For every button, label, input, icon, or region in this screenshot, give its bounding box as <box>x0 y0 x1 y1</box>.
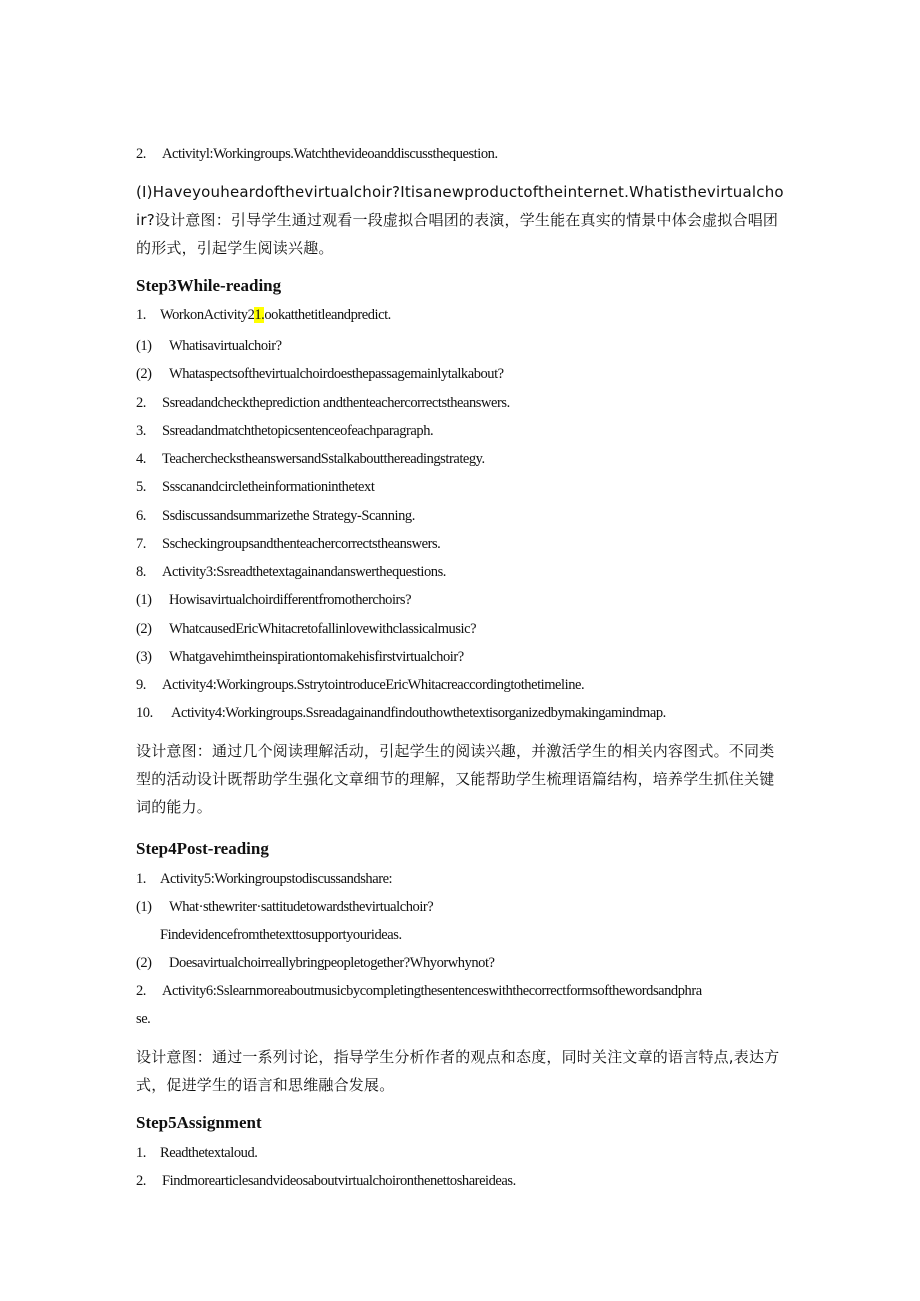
list-text: Activity3:Ssreadthetextagainandanswerthequestions. <box>162 564 446 580</box>
list-number: (3) <box>136 649 152 665</box>
step3-item-5 <box>136 478 374 496</box>
list-text: Whataspectsofthevirtualchoirdoesthepassagemainlytalkabout? <box>169 366 504 382</box>
list-text: Readthetextaloud. <box>160 1145 258 1161</box>
list-text: Ssreadandchecktheprediction andthenteachercorrectstheanswers. <box>162 395 510 411</box>
list-number: 3. <box>136 423 146 439</box>
list-number: 9. <box>136 677 146 693</box>
list-text: Howisavirtualchoirdifferentfromotherchoirs? <box>169 592 412 608</box>
step3-item-4 <box>136 450 485 468</box>
step4-design-intent: 设计意图：通过一系列讨论，指导学生分析作者的观点和态度，同时关注文章的语言特点,表达方式，促进学生的语言和思维融合发展。 <box>136 1048 780 1094</box>
step3-sub-2 <box>136 365 504 383</box>
list-text: Activity5:Workingroupstodiscussandshare: <box>160 871 393 887</box>
step3-item-6 <box>136 507 415 525</box>
step3-item-9 <box>136 676 584 694</box>
list-number: 2. <box>136 983 146 999</box>
step5-heading: Step5Assignment <box>136 1113 262 1132</box>
list-text: Sscheckingroupsandthenteachercorrectstheanswers. <box>162 536 441 552</box>
highlighted-text: 1. <box>254 307 265 323</box>
list-text-pre: WorkonActivity2 <box>160 307 255 323</box>
list-text: Ssreadandmatchthetopicsentenceofeachparagraph. <box>162 423 434 439</box>
list-number: (2) <box>136 955 152 971</box>
list-text-post: ookatthetitleandpredict. <box>264 307 391 323</box>
list-number: (1) <box>136 592 152 608</box>
list-text: What·sthewriter·sattitudetowardsthevirtualchoir? <box>169 899 434 915</box>
step4-sub-1 <box>136 898 433 916</box>
step3-sub8-2 <box>136 620 476 638</box>
list-number: 7. <box>136 536 146 552</box>
step2-item-2 <box>136 145 498 163</box>
list-text: Ssscanandcircletheinformationinthetext <box>162 479 375 495</box>
list-text: Ssdiscussandsummarizethe Strategy-Scanning. <box>162 508 415 524</box>
list-number: 8. <box>136 564 146 580</box>
step3-sub8-1 <box>136 591 411 609</box>
list-text: Whatisavirtualchoir? <box>169 338 282 354</box>
list-text: Activity6:Sslearnmoreaboutmusicbycompletingthesentenceswiththecorrectformsofthewordsandphra <box>162 983 702 999</box>
list-number: 2. <box>136 1173 146 1189</box>
step4-sub-2 <box>136 954 495 972</box>
list-number: 10. <box>136 705 153 721</box>
list-text: Activity4:Workingroups.Ssreadagainandfindouthowthetextisorganizedbymakingamindmap. <box>171 705 666 721</box>
step4-heading: Step4Post-reading <box>136 839 269 858</box>
step4-item-2 <box>136 982 702 1000</box>
list-number: 4. <box>136 451 146 467</box>
step3-sub-1 <box>136 337 282 355</box>
step3-item-8 <box>136 563 446 581</box>
list-number: 1. <box>136 307 146 323</box>
list-text: Doesavirtualchoirreallybringpeopletogether?Whyorwhynot? <box>169 955 495 971</box>
list-number: 6. <box>136 508 146 524</box>
step3-design-intent: 设计意图：通过几个阅读理解活动，引起学生的阅读兴趣，并激活学生的相关内容图式。不同类型的活动设计既帮助学生强化文章细节的理解，又能帮助学生梳理语篇结构，培养学生抓住关键词的能力。 <box>136 742 775 816</box>
list-number: (1) <box>136 338 152 354</box>
step4-item-1 <box>136 870 392 888</box>
list-text: TeachercheckstheanswersandSstalkaboutthereadingstrategy. <box>162 451 485 467</box>
list-text: Findmorearticlesandvideosaboutvirtualchoironthenettoshareideas. <box>162 1173 516 1189</box>
step4-item-2-continued: se. <box>136 1011 151 1027</box>
list-number: 2. <box>136 395 146 411</box>
step5-item-2 <box>136 1172 516 1190</box>
list-number: 1. <box>136 871 146 887</box>
list-text: Activity4:Workingroups.SstrytointroduceEricWhitacreaccordingtothetimeline. <box>162 677 585 693</box>
list-text: Whatgavehimtheinspirationtomakehisfirstvirtualchoir? <box>169 649 464 665</box>
list-number: 2. <box>136 146 146 162</box>
list-number: 1. <box>136 1145 146 1161</box>
list-number: (2) <box>136 621 152 637</box>
step3-heading: Step3While-reading <box>136 276 282 295</box>
step3-item-10 <box>136 704 666 722</box>
list-text: WhatcausedEricWhitacretofallinlovewithclassicalmusic? <box>169 621 477 637</box>
step3-sub8-3 <box>136 648 464 666</box>
step3-item-2 <box>136 394 510 412</box>
list-number: (2) <box>136 366 152 382</box>
list-number: 5. <box>136 479 146 495</box>
step3-item-1 <box>136 306 391 324</box>
step3-item-7 <box>136 535 440 553</box>
step5-item-1 <box>136 1144 257 1162</box>
step3-item-3 <box>136 422 433 440</box>
step2-question-paragraph: (I)Haveyouheardofthevirtualchoir?Itisanewproductoftheinternet.Whatisthevirtualchoir?设计意图：引导学生通过观看一段虚拟合唱团的表演，学生能在真实的情景中体会虚拟合唱团的形式，引起学生阅读兴趣。 <box>136 183 784 257</box>
step4-sub-1-continued: Findevidencefromthetexttosupportyourideas. <box>160 927 402 943</box>
list-number: (1) <box>136 899 152 915</box>
list-text: Activityl:Workingroups.Watchthevideoanddiscussthequestion. <box>162 146 498 162</box>
